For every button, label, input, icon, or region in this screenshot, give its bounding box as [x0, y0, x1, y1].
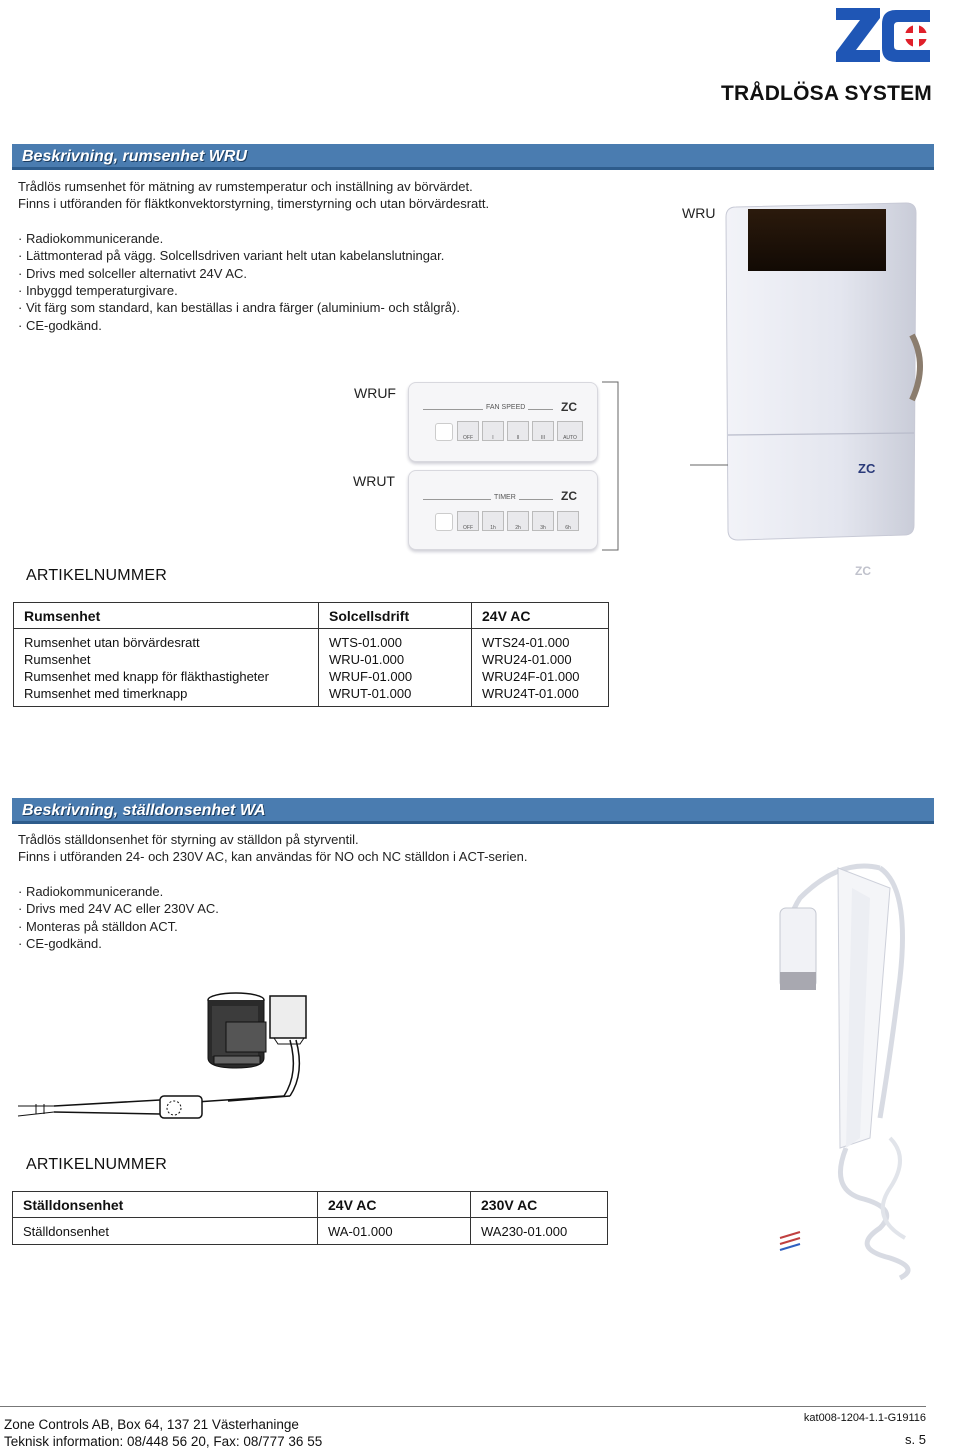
bullet-item: · CE-godkänd. [18, 317, 102, 333]
table-row [14, 651, 609, 668]
section-heading: Beskrivning, ställdonsenhet WA [22, 802, 266, 819]
fan-speed-2-button[interactable]: II [507, 421, 529, 441]
timer-3h-button[interactable]: 3h [532, 511, 554, 531]
footer-tech-info: Teknisk information: 08/448 56 20, Fax: 08/777 36 55 [4, 1434, 323, 1449]
fan-off-button[interactable]: OFF [457, 421, 479, 441]
table-cell: WA230-01.000 [471, 1218, 608, 1245]
wru-label: WRU [682, 205, 716, 221]
table-cell: WTS24-01.000 [472, 629, 609, 652]
table-cell: WRUT-01.000 [319, 685, 472, 707]
table-cell: WRU-01.000 [319, 651, 472, 668]
bullet-item: · Lättmonterad på vägg. Solcellsdriven variant helt utan kabelanslutningar. [18, 248, 445, 264]
bullet-item: · Drivs med solceller alternativt 24V AC. [18, 265, 248, 281]
svg-text:ZC: ZC [855, 564, 871, 578]
svg-text:ZC: ZC [858, 461, 876, 476]
wru-description [18, 178, 489, 334]
bullet-item: · Drivs med 24V AC eller 230V AC. [18, 901, 219, 917]
panel-blank-button[interactable] [435, 423, 453, 441]
footer-address: Zone Controls AB, Box 64, 137 21 Västerhaninge [4, 1417, 299, 1432]
actuator-drawing [14, 988, 334, 1122]
bullet-item: · Monteras på ställdon ACT. [18, 918, 178, 934]
fan-auto-button[interactable]: AUTO [557, 421, 583, 441]
timer-6h-button[interactable]: 6h [557, 511, 579, 531]
column-header: 24V AC [472, 603, 609, 629]
bracket-line [598, 380, 622, 552]
bullet-item: · Radiokommunicerande. [18, 230, 164, 246]
table-cell: WTS-01.000 [319, 629, 472, 652]
wru-device-image [610, 195, 940, 595]
column-header: Ställdonsenhet [13, 1192, 318, 1218]
artikel-heading-1: ARTIKELNUMMER [26, 567, 167, 584]
bullet-item: · Radiokommunicerande. [18, 883, 164, 899]
footer-contact [4, 1416, 322, 1450]
table-cell: WRUF-01.000 [319, 668, 472, 685]
document-title: TRÅDLÖSA SYSTEM [720, 82, 932, 105]
wrut-panel [408, 470, 598, 550]
table-cell: WRU24-01.000 [472, 651, 609, 668]
wru-article-table [13, 602, 609, 707]
table-header-row [14, 603, 609, 629]
table-cell: Rumsenhet utan börvärdesratt [24, 635, 200, 650]
column-header: Solcellsdrift [319, 603, 472, 629]
table-row [14, 668, 609, 685]
intro-line: Trådlös rumsenhet för mätning av rumstemperatur och inställning av börvärdet. [18, 179, 473, 194]
column-header: 24V AC [318, 1192, 471, 1218]
fan-speed-3-button[interactable]: III [532, 421, 554, 441]
company-logo [834, 6, 934, 64]
wrut-label: WRUT [353, 473, 395, 489]
wa-article-table [12, 1191, 608, 1245]
table-cell: Ställdonsenhet [23, 1224, 110, 1239]
timer-1h-button[interactable]: 1h [482, 511, 504, 531]
wruf-label: WRUF [354, 385, 396, 401]
document-reference: kat008-1204-1.1-G19116 [803, 1412, 926, 1424]
fan-speed-1-button[interactable]: I [482, 421, 504, 441]
bullet-item: · Inbyggd temperaturgivare. [18, 283, 178, 299]
table-row [14, 685, 609, 707]
wa-device-image [740, 858, 940, 1288]
fan-speed-caption: FAN SPEED [483, 404, 528, 411]
intro-line: Finns i utföranden för fläktkonvektorstyrning, timerstyrning och utan börvärdesratt. [18, 196, 490, 212]
column-header: 230V AC [471, 1192, 608, 1218]
panel-blank-button[interactable] [435, 513, 453, 531]
timer-2h-button[interactable]: 2h [507, 511, 529, 531]
table-cell: Rumsenhet med knapp för fläkthastigheter [24, 669, 269, 684]
panel-logo: ZC [561, 489, 577, 503]
table-cell: Rumsenhet med timerknapp [24, 686, 188, 701]
section-banner-wru [12, 144, 934, 170]
footer-divider [0, 1406, 926, 1407]
wruf-panel [408, 382, 598, 462]
table-cell: WRU24T-01.000 [472, 685, 609, 707]
section-heading: Beskrivning, rumsenhet WRU [22, 148, 247, 165]
timer-caption: TIMER [491, 494, 519, 501]
table-cell: WRU24F-01.000 [472, 668, 609, 685]
table-cell: WA-01.000 [318, 1218, 471, 1245]
column-header: Rumsenhet [14, 603, 319, 629]
table-cell: Rumsenhet [24, 652, 91, 667]
section-banner-wa [12, 798, 934, 824]
table-row [13, 1218, 608, 1245]
intro-line: Trådlös ställdonsenhet för styrning av ställdon på styrventil. [18, 832, 359, 847]
page-number: s. 5 [905, 1432, 926, 1447]
bullet-item: · CE-godkänd. [18, 936, 102, 952]
table-header-row [13, 1192, 608, 1218]
wa-description [18, 831, 527, 952]
panel-logo: ZC [561, 400, 577, 414]
intro-line: Finns i utföranden 24- och 230V AC, kan användas för NO och NC ställdon i ACT-serien. [18, 849, 528, 865]
timer-off-button[interactable]: OFF [457, 511, 479, 531]
table-row [14, 629, 609, 652]
artikel-heading-2: ARTIKELNUMMER [26, 1156, 167, 1173]
bullet-item: · Vit färg som standard, kan beställas i andra färger (aluminium- och stålgrå). [18, 300, 460, 316]
